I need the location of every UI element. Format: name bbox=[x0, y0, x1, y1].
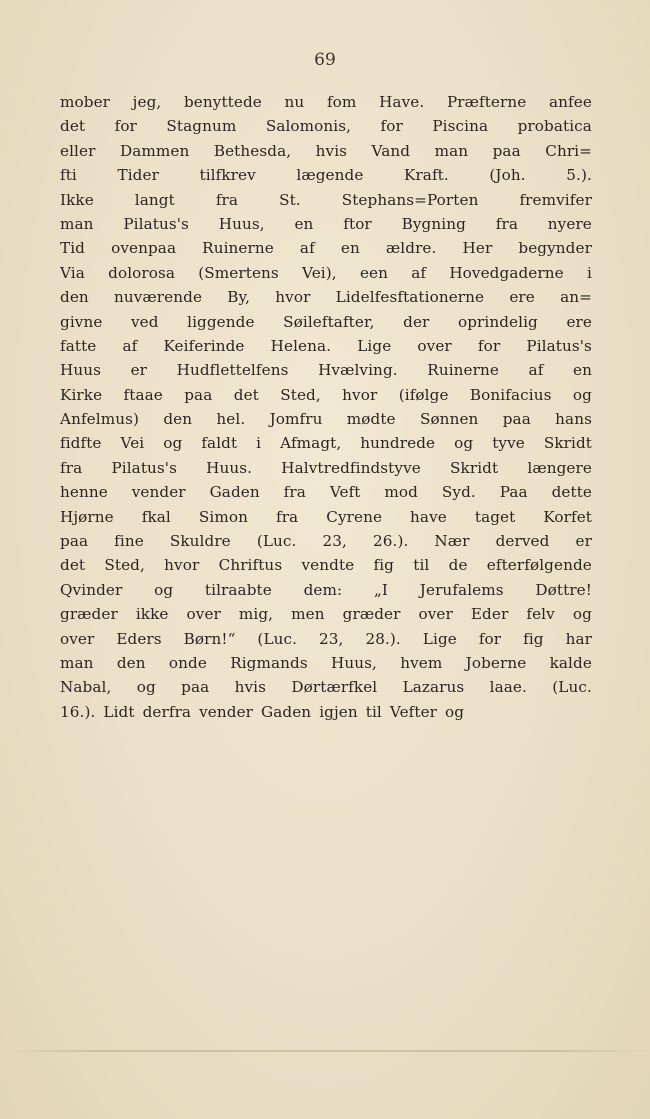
word: Tid bbox=[60, 239, 86, 258]
word: 23, bbox=[319, 629, 344, 648]
word: og bbox=[154, 580, 174, 599]
word: Jomfru bbox=[269, 410, 323, 429]
word: een bbox=[359, 263, 388, 282]
word: Korfet bbox=[543, 507, 592, 526]
text-line bbox=[60, 553, 592, 577]
word: ere bbox=[509, 288, 535, 307]
word: Dørtærfkel bbox=[291, 678, 378, 697]
word: græder bbox=[342, 605, 401, 624]
word: Sønnen bbox=[419, 410, 479, 429]
word: probatica bbox=[517, 117, 592, 136]
word: længere bbox=[527, 458, 592, 477]
word: vendte bbox=[301, 556, 355, 575]
word: Ruinerne bbox=[427, 361, 499, 380]
text-line bbox=[60, 505, 592, 529]
word: Huus bbox=[60, 361, 102, 380]
word: dem: bbox=[303, 580, 343, 599]
word: Rigmands bbox=[230, 653, 308, 672]
word: paa bbox=[184, 385, 213, 404]
word: hvor bbox=[275, 288, 311, 307]
word: Hovedgaderne bbox=[449, 263, 564, 282]
word: Hvælving. bbox=[318, 361, 398, 380]
word: 26.). bbox=[372, 532, 409, 551]
word: græder bbox=[60, 605, 118, 624]
word: hel. bbox=[216, 410, 246, 429]
word: i bbox=[256, 434, 262, 453]
word: givne bbox=[60, 312, 103, 331]
word: hvor bbox=[164, 556, 200, 575]
word: Skridt bbox=[543, 434, 592, 453]
word: 5.). bbox=[566, 166, 592, 185]
word: dolorosa bbox=[108, 263, 176, 282]
word: lægende bbox=[296, 166, 364, 185]
word: for bbox=[380, 117, 403, 136]
text-line bbox=[60, 139, 592, 163]
word: Stagnum bbox=[166, 117, 237, 136]
word: have bbox=[410, 507, 447, 526]
word: kalde bbox=[549, 653, 592, 672]
word: af bbox=[411, 263, 427, 282]
word: har bbox=[565, 629, 592, 648]
word: St. bbox=[279, 190, 301, 209]
word: for bbox=[114, 117, 137, 136]
word: Vei bbox=[120, 434, 145, 453]
word: ved bbox=[130, 312, 159, 331]
word: Helena. bbox=[270, 336, 332, 355]
word: mober bbox=[60, 93, 111, 111]
word: en bbox=[340, 239, 360, 258]
word: Anfelmus) bbox=[60, 410, 140, 429]
text-line bbox=[60, 236, 592, 260]
word: over bbox=[417, 336, 452, 355]
word: og bbox=[572, 385, 592, 404]
word: Stephans=Porten bbox=[341, 190, 479, 209]
word: Via bbox=[60, 263, 85, 282]
word: det bbox=[233, 385, 259, 404]
text-line bbox=[60, 675, 592, 699]
word: Børn!“ bbox=[183, 629, 236, 648]
word: Søileftafter, bbox=[283, 312, 375, 331]
word: Døttre! bbox=[535, 580, 592, 599]
text-line bbox=[60, 334, 592, 358]
word: paa bbox=[60, 532, 89, 551]
word: langt bbox=[134, 190, 175, 209]
word: mødte bbox=[346, 410, 396, 429]
text-line bbox=[60, 212, 592, 236]
word: Syd. bbox=[441, 483, 476, 502]
word: paa bbox=[181, 678, 210, 697]
word: og bbox=[454, 434, 474, 453]
word: eller bbox=[60, 141, 96, 160]
text-line bbox=[60, 261, 592, 285]
word: Sted, bbox=[104, 556, 145, 575]
word: af bbox=[122, 336, 138, 355]
word: Veft bbox=[329, 483, 361, 502]
word: Vei), bbox=[302, 263, 337, 282]
word: fra bbox=[275, 507, 299, 526]
word: Paa bbox=[499, 483, 528, 502]
word: an= bbox=[560, 288, 592, 307]
word: en bbox=[573, 361, 592, 380]
word: Sted, bbox=[280, 385, 321, 404]
word: hans bbox=[555, 410, 592, 429]
word: fig bbox=[373, 556, 394, 575]
word: faldt bbox=[201, 434, 238, 453]
word: hvis bbox=[315, 141, 348, 160]
word: Pilatus's bbox=[526, 336, 592, 355]
word: paa bbox=[502, 410, 531, 429]
word: (Luc. bbox=[256, 532, 297, 551]
word: (Smertens bbox=[198, 263, 279, 282]
word: over bbox=[60, 629, 95, 648]
word: Præfterne bbox=[446, 93, 527, 111]
word: tyve bbox=[492, 434, 525, 453]
word: Jerufalems bbox=[419, 580, 504, 599]
word: Keiferinde bbox=[163, 336, 245, 355]
text-line bbox=[60, 529, 592, 553]
word: Skridt bbox=[450, 458, 499, 477]
word: er bbox=[575, 532, 592, 551]
text-line bbox=[60, 407, 592, 431]
word: Eder bbox=[470, 605, 509, 624]
word: Her bbox=[462, 239, 493, 258]
text-line bbox=[60, 456, 592, 480]
word: ikke bbox=[135, 605, 169, 624]
word: over bbox=[186, 605, 221, 624]
word: 28.). bbox=[365, 629, 401, 648]
word: men bbox=[291, 605, 325, 624]
word: derfra bbox=[142, 702, 192, 721]
word: hvis bbox=[234, 678, 267, 697]
word: taget bbox=[474, 507, 516, 526]
word: for bbox=[477, 336, 501, 355]
text-line bbox=[60, 383, 592, 407]
word: felv bbox=[526, 605, 555, 624]
word: liggende bbox=[187, 312, 255, 331]
word: fidfte bbox=[60, 434, 102, 453]
text-line bbox=[60, 114, 592, 138]
word: de bbox=[448, 556, 468, 575]
word: fremvifer bbox=[519, 190, 592, 209]
word: Kirke bbox=[60, 385, 103, 404]
word: mig, bbox=[238, 605, 274, 624]
word: efterfølgende bbox=[486, 556, 592, 575]
word: (Luc. bbox=[552, 678, 592, 697]
word: Huus, bbox=[331, 653, 377, 672]
word: man bbox=[60, 653, 94, 672]
word: Have. bbox=[379, 93, 425, 111]
word: Chriftus bbox=[218, 556, 283, 575]
word: ftaae bbox=[123, 385, 163, 404]
word: Afmagt, bbox=[280, 434, 342, 453]
text-line bbox=[60, 310, 592, 334]
word: Lidelfesftationerne bbox=[335, 288, 485, 307]
word: Skuldre bbox=[169, 532, 231, 551]
word: den bbox=[60, 288, 89, 307]
word: den bbox=[116, 653, 146, 672]
page-number: 69 bbox=[314, 50, 336, 70]
word: Lige bbox=[422, 629, 457, 648]
body-text bbox=[60, 90, 592, 724]
word: Lidt bbox=[103, 702, 135, 721]
word: derved bbox=[495, 532, 550, 551]
word: af bbox=[528, 361, 544, 380]
word: og bbox=[572, 605, 592, 624]
word: igjen bbox=[319, 702, 358, 721]
word: Bethesda, bbox=[213, 141, 292, 160]
word: Nabal, bbox=[60, 678, 112, 697]
word: Nær bbox=[434, 532, 470, 551]
word: den bbox=[163, 410, 193, 429]
word: man bbox=[60, 214, 94, 233]
word: „I bbox=[373, 580, 389, 599]
word: Halvtredfindstyve bbox=[281, 458, 421, 477]
word: Vefter bbox=[389, 702, 438, 721]
word: laae. bbox=[489, 678, 527, 697]
word: tilraabte bbox=[204, 580, 272, 599]
text-line bbox=[60, 602, 592, 626]
text-line bbox=[60, 578, 592, 602]
word: over bbox=[418, 605, 453, 624]
word: Pilatus's bbox=[111, 458, 177, 477]
word: en bbox=[294, 214, 314, 233]
word: Gaden bbox=[261, 702, 312, 721]
word: Vand bbox=[371, 141, 411, 160]
word: og bbox=[445, 702, 465, 721]
word: man bbox=[434, 141, 469, 160]
word: fra bbox=[495, 214, 518, 233]
word: Hudflettelfens bbox=[176, 361, 289, 380]
word: vender bbox=[199, 702, 254, 721]
word: Cyrene bbox=[326, 507, 383, 526]
word: Lige bbox=[357, 336, 392, 355]
text-line bbox=[60, 431, 592, 455]
word: til bbox=[413, 556, 430, 575]
word: der bbox=[403, 312, 430, 331]
word: ældre. bbox=[385, 239, 437, 258]
word: nu bbox=[284, 93, 305, 111]
text-line bbox=[60, 480, 592, 504]
word: 16.). bbox=[60, 702, 96, 721]
word: onde bbox=[168, 653, 207, 672]
text-line bbox=[60, 90, 592, 114]
text-line bbox=[60, 651, 592, 675]
word: i bbox=[586, 263, 592, 282]
word: Lazarus bbox=[402, 678, 465, 697]
word: Hjørne bbox=[60, 507, 114, 526]
word: fti bbox=[60, 166, 77, 185]
word: 23, bbox=[322, 532, 347, 551]
word: Huus. bbox=[206, 458, 253, 477]
word: Pilatus's bbox=[123, 214, 189, 233]
word: (Luc. bbox=[257, 629, 298, 648]
word: Huus, bbox=[218, 214, 265, 233]
word: begynder bbox=[518, 239, 592, 258]
word: Simon bbox=[198, 507, 248, 526]
word: jeg, bbox=[132, 93, 162, 111]
word: Bygning bbox=[401, 214, 466, 233]
word: hvor bbox=[342, 385, 378, 404]
word: fine bbox=[114, 532, 144, 551]
word: Tider bbox=[117, 166, 159, 185]
word: fra bbox=[283, 483, 306, 502]
word: Salomonis, bbox=[265, 117, 352, 136]
word: nyere bbox=[547, 214, 592, 233]
word: (ifølge bbox=[398, 385, 449, 404]
word: det bbox=[60, 117, 86, 136]
word: mod bbox=[384, 483, 418, 502]
word: Bonifacius bbox=[469, 385, 552, 404]
word: Chri= bbox=[545, 141, 592, 160]
word: er bbox=[130, 361, 148, 380]
text-line bbox=[60, 700, 592, 724]
word: ftor bbox=[343, 214, 372, 233]
word: for bbox=[478, 629, 502, 648]
word: og bbox=[136, 678, 156, 697]
word: anfee bbox=[549, 93, 592, 111]
word: Ikke bbox=[60, 190, 94, 209]
word: By, bbox=[227, 288, 251, 307]
word: fig bbox=[523, 629, 544, 648]
text-line bbox=[60, 163, 592, 187]
page-bottom-edge bbox=[0, 1050, 650, 1052]
word: vender bbox=[131, 483, 186, 502]
word: Dammen bbox=[119, 141, 190, 160]
word: (Joh. bbox=[489, 166, 526, 185]
word: Eders bbox=[116, 629, 162, 648]
text-line bbox=[60, 285, 592, 309]
word: fra bbox=[60, 458, 83, 477]
word: paa bbox=[492, 141, 521, 160]
text-line bbox=[60, 358, 592, 382]
word: benyttede bbox=[183, 93, 262, 111]
word: fatte bbox=[60, 336, 97, 355]
text-line bbox=[60, 188, 592, 212]
word: tilfkrev bbox=[199, 166, 256, 185]
word: og bbox=[163, 434, 183, 453]
word: Kraft. bbox=[404, 166, 449, 185]
word: Piscina bbox=[432, 117, 489, 136]
word: Joberne bbox=[465, 653, 527, 672]
word: ovenpaa bbox=[111, 239, 177, 258]
text-line bbox=[60, 627, 592, 651]
word: Ruinerne bbox=[202, 239, 274, 258]
word: ere bbox=[566, 312, 592, 331]
word: hvem bbox=[400, 653, 443, 672]
word: henne bbox=[60, 483, 108, 502]
word: fkal bbox=[141, 507, 171, 526]
word: Qvinder bbox=[60, 580, 123, 599]
word: dette bbox=[551, 483, 592, 502]
word: til bbox=[365, 702, 382, 721]
word: Gaden bbox=[209, 483, 260, 502]
word: fra bbox=[215, 190, 239, 209]
word: det bbox=[60, 556, 86, 575]
word: hundrede bbox=[360, 434, 436, 453]
word: fom bbox=[326, 93, 357, 111]
word: nuværende bbox=[113, 288, 203, 307]
word: oprindelig bbox=[457, 312, 538, 331]
word: af bbox=[299, 239, 315, 258]
